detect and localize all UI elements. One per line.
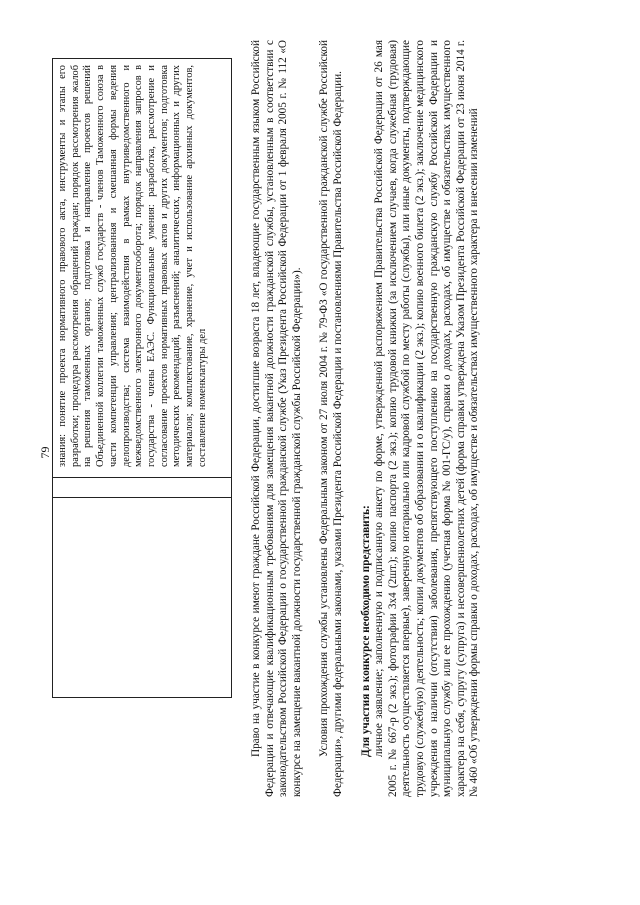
paragraph-heading-documents: Для участия в конкурсе необходимо представить: bbox=[359, 505, 372, 757]
paragraph-service-conditions: Условия прохождения службы установлены Федеральным законом от 27 июля 2004 г. № 79-ФЗ «О государственной гражданской службе Российской Федерации», другими федеральными законами, указами Президента Российской Федерации и постановлениями Правительства Российской Федерации. bbox=[318, 40, 344, 797]
table-column-empty-1 bbox=[53, 497, 231, 697]
document-body bbox=[250, 40, 482, 797]
paragraph-documents-list: личное заявление; заполненную и подписанную анкету по форме, утвержденной распоряжением Правительства Российской Федерации от 26 мая 2005 г. № 667-р (2 экз.); фотографии 3х4 (2шт.); копию паспорта (2 экз.); копию трудовой книжки (за исключением случаев, когда служебная (трудовая) деятельность осуществляется впервые), заверенную нотариально или кадровой службой по месту работы (службы), или иные документы, подтверждающие трудовую (служебную) деятельность; копии документов об образовании и о квалификации (2 экз.); копию военного билета (2 экз.); заключение медицинского учреждения о наличии (отсутствии) заболевания, препятствующего поступлению на государственную гражданскую службу Российской Федерации и муниципальную службу или ее прохождению (учетная форма № 001-ГС/у), справки о доходах, расходах, об имуществе и обязательствах имущественного характера на себя, супругу (супруга) и несовершеннолетних детей (форма справки утверждена Указом Президента Российской Федерации от 23 июня 2014 г. № 460 «Об утверждении формы справки о доходах, расходах, об имуществе и обязательствах имущественного характера и внесении изменений bbox=[373, 40, 481, 797]
qualification-table bbox=[52, 58, 232, 698]
paragraph-eligibility: Право на участие в конкурсе имеют граждане Российской Федерации, достигшие возраста 18 лет, владеющие государственным языком Российской Федерации и отвечающие квалификационным требованиям для замещения вакантной должности гражданской службы, установленным в соответствии с законодательством Российской Федерации о государственной гражданской службе (Указ Президента Российской Федерации от 1 февраля 2005 г. № 112 «О конкурсе на замещение вакантной должности государственной гражданской службы Российской Федерации»). bbox=[250, 40, 303, 797]
table-column-requirements bbox=[53, 59, 231, 477]
table-column-empty-2 bbox=[53, 477, 231, 497]
page-number: 79 bbox=[38, 446, 52, 459]
table-cell-knowledge: знания: понятие проекта нормативного правового акта, инструменты и этапы его разработки; процедура рассмотрения обращений граждан; порядок рассмотрения жалоб на решения таможенных органов; подготовка и направление проектов решений Объединенной коллегии таможенных служб государств - членов Таможенного союза в части компетенции управления; централизованная и смешанная формы ведения делопроизводства; система взаимодействия в рамках внутриведомственного и межведомственного электронного документооборота; порядок направления запросов в государства - члены ЕАЭС. Функциональные умения: разработка, рассмотрение и согласование проектов нормативных правовых актов и других документов; подготовка методических рекомендаций, разъяснений; аналитических, информационных и других материалов; комплектование, хранение, учет и использование архивных документов, составление номенклатуры дел bbox=[57, 65, 208, 467]
